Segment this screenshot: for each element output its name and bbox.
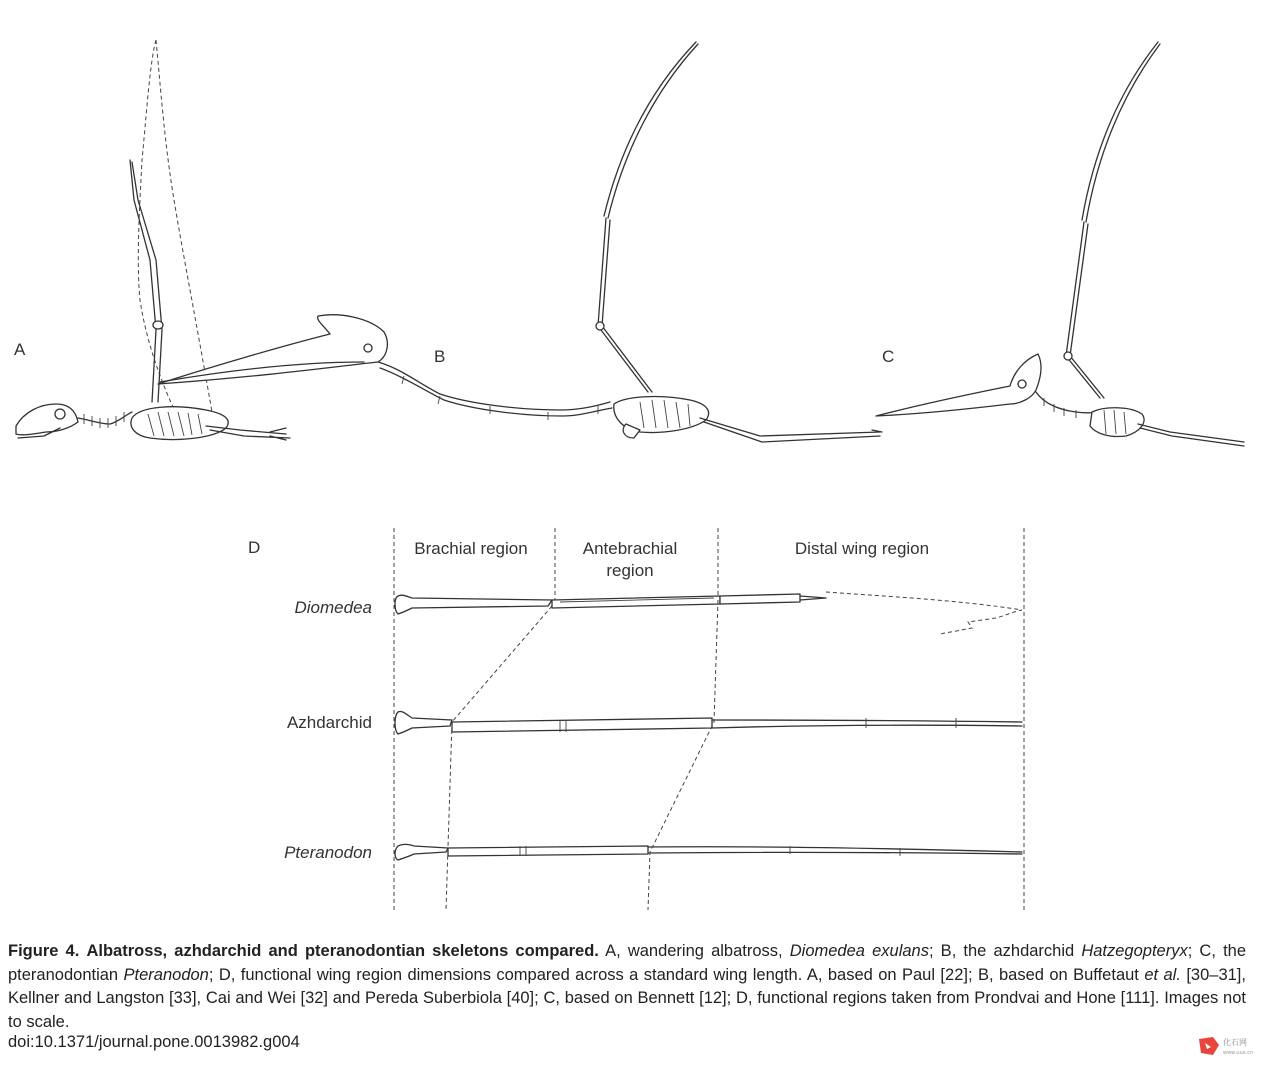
caption-text-1: A, wandering albatross,	[598, 942, 790, 960]
taxon-label-azhdarchid: Azhdarchid	[286, 713, 372, 732]
diomedea-wing	[395, 592, 1022, 634]
brachial-connector	[446, 606, 552, 910]
caption-text-4: ; D, functional wing region dimensions compared across a standard wing length. A, based on Paul [22]; B, based on Buffetaut	[208, 965, 1145, 984]
pteranodon-skull	[876, 354, 1041, 416]
figure-label: Figure 4.	[8, 942, 80, 960]
albatross-skeleton	[16, 40, 290, 440]
caption-text-2: ; B, the azhdarchid	[928, 942, 1082, 960]
caption-species-1: Diomedea exulans	[789, 942, 929, 960]
antebrachial-connector	[648, 600, 718, 910]
pteranodon-body	[1090, 408, 1144, 437]
wing-region-panel	[284, 528, 1024, 910]
caption-et-al: et al.	[1144, 965, 1181, 984]
albatross-wing-outline	[138, 40, 212, 418]
azhdarchid-legs	[700, 418, 882, 442]
panel-label-a: A	[14, 340, 26, 359]
diomedea-feather-outline	[826, 592, 1022, 634]
caption-species-2: Hatzegopteryx	[1081, 942, 1188, 960]
panel-label-b: B	[434, 347, 446, 366]
panel-label-c: C	[882, 347, 895, 366]
watermark-logo	[1197, 1033, 1259, 1059]
figure-caption	[8, 940, 1246, 1034]
azhdarchid-skull	[158, 315, 387, 384]
pteranodon-legs	[1138, 424, 1244, 446]
albatross-skull	[16, 404, 78, 435]
watermark-text: 化石网	[1223, 1038, 1247, 1047]
region-label-brachial: Brachial region	[414, 539, 528, 558]
azhdarchid-skeleton	[158, 42, 882, 442]
azhdarchid-neck	[378, 362, 612, 416]
panel-label-d: D	[248, 538, 261, 557]
azhdarchid-wing	[395, 711, 1022, 734]
region-label-antebrachial: Antebrachial region	[582, 539, 678, 580]
taxon-label-diomedea: Diomedea	[294, 598, 372, 617]
caption-text-5: [30–31], Kellner and Langston [33], Cai and Wei [32] and Pereda Suberbiola [40]; C, based on Bennett [12]; D, functional regions taken from Prondvai and Hone [111]. Images not to scale.	[8, 965, 1246, 1031]
pteranodon-skeleton	[876, 42, 1244, 446]
watermark-url: www.uux.cn	[1223, 1050, 1254, 1056]
pteranodon-wing-arm	[1066, 222, 1104, 398]
azhdarchid-wing-arm	[598, 218, 652, 392]
albatross-wing-bones	[130, 160, 162, 402]
pteranodon-wing-finger	[1082, 42, 1160, 222]
azhdarchid-wing-finger	[604, 42, 698, 218]
albatross-body	[131, 407, 228, 440]
figure-doi: doi:10.1371/journal.pone.0013982.g004	[8, 1033, 300, 1051]
figure-title: Albatross, azhdarchid and pteranodontian skeletons compared.	[86, 942, 599, 960]
pteranodon-wing	[395, 845, 1022, 861]
caption-species-3: Pteranodon	[123, 965, 209, 984]
region-label-distal: Distal wing region	[794, 539, 930, 558]
caption-text-3: ; C, the pteranodontian	[8, 942, 1247, 984]
taxon-label-pteranodon: Pteranodon	[284, 843, 372, 862]
